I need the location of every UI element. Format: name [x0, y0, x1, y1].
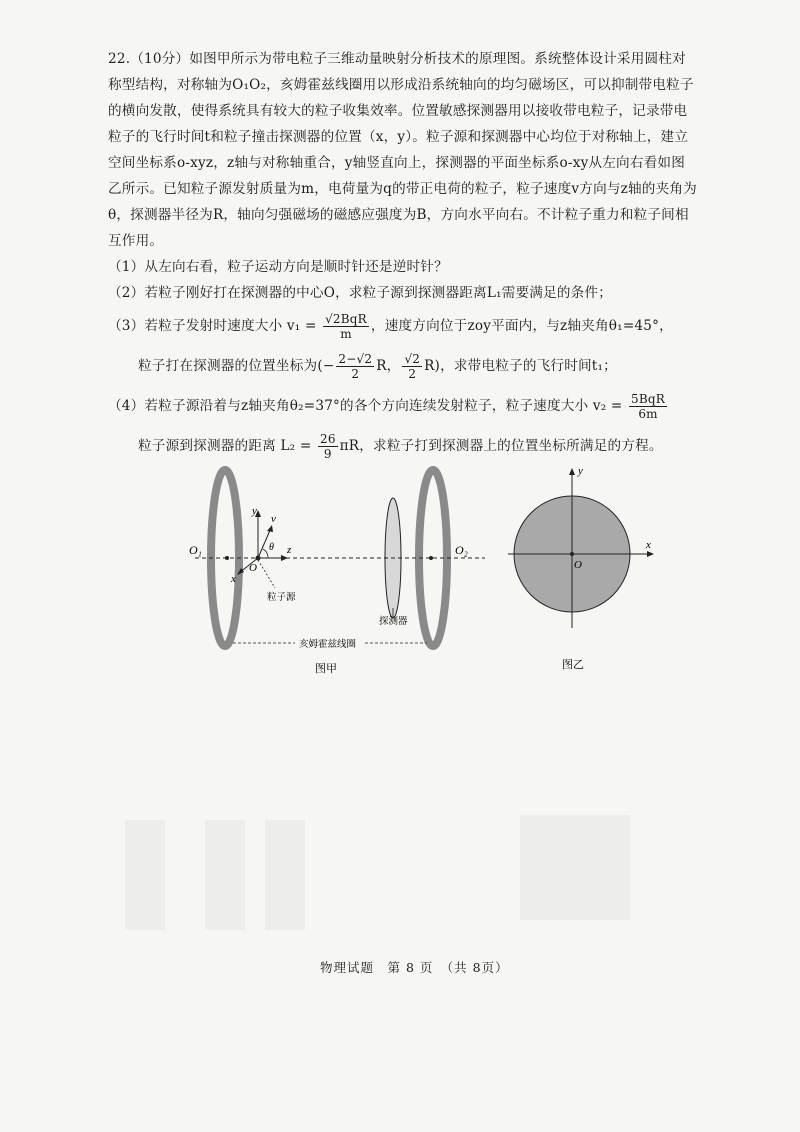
label-coil: 亥姆霍兹线圈: [299, 639, 357, 650]
fraction-numerator: 5BqR: [631, 392, 666, 406]
fraction-v1: [323, 312, 369, 341]
point-O1: [225, 556, 229, 560]
sub4-text-c: πR，求粒子打到探测器上的位置坐标所满足的方程。: [339, 438, 663, 454]
fraction-coord-y: [402, 352, 422, 381]
label-O2: O₂: [455, 543, 468, 557]
bleed-through-block: [205, 820, 245, 930]
sub3-coord-pre: 粒子打在探测器的位置坐标为(−: [138, 358, 335, 374]
sub-question-1: （1）从左向右看，粒子运动方向是顺时针还是逆时针？: [108, 259, 448, 275]
fraction-denominator: 9: [323, 447, 332, 461]
question-stem: [108, 46, 698, 254]
sub4-text-b: 粒子源到探测器的距离 L₂ =: [138, 438, 312, 454]
source-leader: [258, 560, 275, 588]
label-O: O: [249, 562, 257, 574]
label-y-b: y: [578, 465, 583, 477]
label-theta: θ: [269, 542, 274, 553]
fraction-numerator: 2−√2: [338, 352, 373, 366]
y-arrow-b: [569, 468, 575, 475]
fraction-denominator: 6m: [638, 407, 658, 421]
fraction-L2: [318, 432, 338, 461]
label-O1: O₁: [189, 543, 202, 557]
bleed-through-block: [520, 815, 630, 920]
fraction-coord-x: [336, 352, 374, 381]
sub3-text-a: （3）若粒子发射时速度大小 v₁ =: [108, 318, 317, 334]
figure-a: [175, 458, 495, 688]
label-z: z: [287, 544, 292, 556]
particle-source: [256, 556, 261, 561]
fraction-numerator: √2BqR: [325, 312, 367, 326]
question-stem-text: 如图甲所示为带电粒子三维动量映射分析技术的原理图。系统整体设计采用圆柱对称型结构，对称轴为O₁O₂，亥姆霍兹线圈用以形成沿系统轴向的均匀磁场区，可以抑制带电粒子的横向发散，使得系统具有较大的粒子收集效率。位置敏感探测器用以接收带电粒子，记录带电粒子的飞行时间t和粒子撞击探测器的位置（x，y）。粒子源和探测器中心均位于对称轴上，建立空间坐标系o-xyz，z轴与对称轴重合，y轴竖直向上，探测器的平面坐标系o-xy从左向右看如图乙所示。已知粒子源发射质量为m，电荷量为q的带正电荷的粒子，粒子速度v方向与z轴的夹角为θ，探测器半径为R，轴向匀强磁场的磁感应强度为B，方向水平向右。不计粒子重力和粒子间相互作用。: [108, 51, 697, 249]
sub-question-2: （2）若粒子刚好打在探测器的中心O，求粒子源到探测器距离L₁需要满足的条件；: [108, 285, 613, 301]
sub3-coord-post: R)，求带电粒子的飞行时间t₁；: [424, 358, 617, 374]
label-x: x: [231, 573, 236, 585]
label-x-b: x: [646, 539, 651, 551]
figure-b: [500, 458, 670, 688]
sub4-text-a: （4）若粒子源沿着与z轴夹角θ₂=37°的各个方向连续发射粒子，粒子速度大小 v₂ =: [108, 398, 623, 414]
question-points: （10分）: [130, 51, 190, 67]
sub-question-4: [108, 386, 698, 426]
label-source: 粒子源: [267, 592, 296, 603]
caption-b: 图乙: [562, 658, 584, 671]
page-footer: 物理试题 第 8 页 （共 8页）: [320, 960, 509, 975]
label-O-b: O: [574, 559, 582, 571]
sub-question-3: [108, 306, 698, 346]
velocity-arrow: [267, 525, 273, 532]
theta-arc: [263, 549, 268, 558]
fraction-v2: [629, 392, 667, 421]
caption-a: 图甲: [315, 662, 337, 675]
sub3-text-b: ，速度方向位于zoy平面内，与z轴夹角θ₁=45°，: [370, 318, 673, 334]
sub3-coord-mid: R，: [376, 358, 401, 374]
question-number: 22.: [108, 51, 131, 67]
label-y: y: [252, 505, 257, 517]
fraction-numerator: 26: [319, 432, 336, 446]
fraction-denominator: 2: [408, 367, 417, 381]
bleed-through-block: [125, 820, 165, 930]
label-v: v: [271, 513, 276, 525]
x-arrow-b: [647, 551, 654, 557]
origin-b: [570, 552, 574, 556]
question-22: [108, 46, 698, 466]
sub-question-3-cont: [108, 346, 698, 386]
point-O2: [429, 556, 433, 560]
fraction-denominator: m: [340, 327, 352, 341]
fraction-denominator: 2: [351, 367, 360, 381]
fraction-numerator: √2: [404, 352, 421, 366]
label-detector: 探测器: [379, 616, 408, 627]
bleed-through-block: [265, 820, 305, 930]
